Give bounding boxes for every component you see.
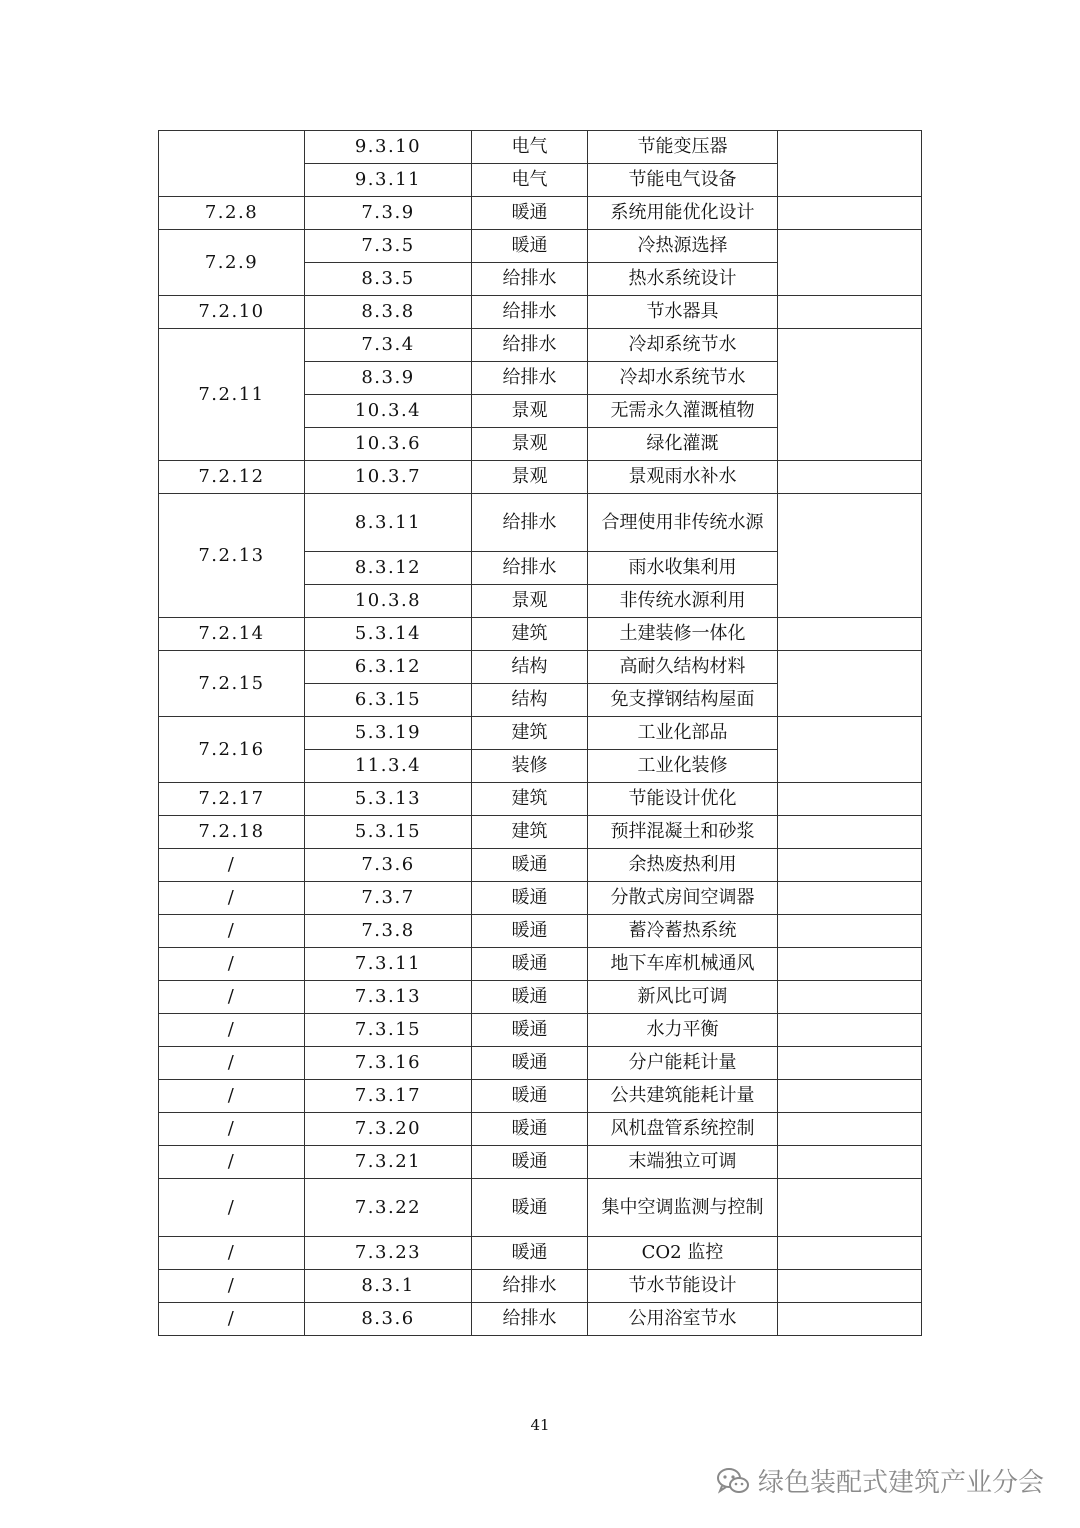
notes-cell	[778, 717, 922, 783]
discipline-cell: 给排水	[472, 362, 588, 395]
item-cell: 集中空调监测与控制	[588, 1179, 778, 1237]
discipline-cell: 暖通	[472, 1179, 588, 1237]
clause-cell: 7.3.8	[305, 915, 472, 948]
discipline-cell: 建筑	[472, 783, 588, 816]
table-row	[159, 1303, 922, 1336]
discipline-cell: 暖通	[472, 1237, 588, 1270]
item-cell: 风机盘管系统控制	[588, 1113, 778, 1146]
item-cell: 节能设计优化	[588, 783, 778, 816]
table-row	[159, 1237, 922, 1270]
notes-cell	[778, 296, 922, 329]
reference-clause-cell: /	[159, 1146, 305, 1179]
notes-cell	[778, 461, 922, 494]
table-row	[159, 461, 922, 494]
notes-cell	[778, 494, 922, 618]
clause-cell: 10.3.7	[305, 461, 472, 494]
reference-clause-cell: 7.2.18	[159, 816, 305, 849]
reference-clause-cell: /	[159, 1270, 305, 1303]
discipline-cell: 景观	[472, 461, 588, 494]
table-row	[159, 948, 922, 981]
discipline-cell: 景观	[472, 585, 588, 618]
notes-cell	[778, 915, 922, 948]
discipline-cell: 暖通	[472, 1146, 588, 1179]
table-row	[159, 618, 922, 651]
notes-cell	[778, 197, 922, 230]
discipline-cell: 给排水	[472, 494, 588, 552]
clause-cell: 7.3.9	[305, 197, 472, 230]
discipline-cell: 景观	[472, 395, 588, 428]
table-row	[159, 816, 922, 849]
clause-cell: 5.3.14	[305, 618, 472, 651]
notes-cell	[778, 783, 922, 816]
discipline-cell: 给排水	[472, 1270, 588, 1303]
reference-clause-cell: 7.2.14	[159, 618, 305, 651]
table-row	[159, 1146, 922, 1179]
discipline-cell: 暖通	[472, 849, 588, 882]
discipline-cell: 结构	[472, 651, 588, 684]
clause-cell: 7.3.20	[305, 1113, 472, 1146]
notes-cell	[778, 1303, 922, 1336]
discipline-cell: 电气	[472, 164, 588, 197]
item-cell: 土建装修一体化	[588, 618, 778, 651]
item-cell: 雨水收集利用	[588, 552, 778, 585]
item-cell: 节水器具	[588, 296, 778, 329]
clause-cell: 11.3.4	[305, 750, 472, 783]
table-row	[159, 717, 922, 750]
reference-clause-cell: 7.2.11	[159, 329, 305, 461]
notes-cell	[778, 329, 922, 461]
discipline-cell: 给排水	[472, 1303, 588, 1336]
clause-cell: 10.3.6	[305, 428, 472, 461]
clause-cell: 7.3.5	[305, 230, 472, 263]
clause-cell: 7.3.17	[305, 1080, 472, 1113]
table-row	[159, 1113, 922, 1146]
discipline-cell: 暖通	[472, 948, 588, 981]
clause-cell: 8.3.11	[305, 494, 472, 552]
item-cell: 蓄冷蓄热系统	[588, 915, 778, 948]
table-row	[159, 1014, 922, 1047]
notes-cell	[778, 1179, 922, 1237]
reference-clause-cell: /	[159, 1113, 305, 1146]
item-cell: 分户能耗计量	[588, 1047, 778, 1080]
reference-clause-cell	[159, 131, 305, 197]
clause-cell: 7.3.6	[305, 849, 472, 882]
clause-cell: 5.3.19	[305, 717, 472, 750]
table-row	[159, 1080, 922, 1113]
item-cell: 新风比可调	[588, 981, 778, 1014]
item-cell: CO2 监控	[588, 1237, 778, 1270]
notes-cell	[778, 816, 922, 849]
discipline-cell: 暖通	[472, 1047, 588, 1080]
table-row	[159, 494, 922, 552]
clause-cell: 7.3.4	[305, 329, 472, 362]
discipline-cell: 暖通	[472, 1080, 588, 1113]
clause-cell: 7.3.21	[305, 1146, 472, 1179]
item-cell: 系统用能优化设计	[588, 197, 778, 230]
table-row	[159, 197, 922, 230]
reference-clause-cell: 7.2.17	[159, 783, 305, 816]
discipline-cell: 暖通	[472, 882, 588, 915]
clause-cell: 7.3.23	[305, 1237, 472, 1270]
item-cell: 冷却系统节水	[588, 329, 778, 362]
notes-cell	[778, 651, 922, 717]
item-cell: 节能电气设备	[588, 164, 778, 197]
wechat-icon	[716, 1466, 750, 1496]
clause-cell: 5.3.13	[305, 783, 472, 816]
clause-cell: 8.3.1	[305, 1270, 472, 1303]
clause-cell: 7.3.7	[305, 882, 472, 915]
table-row	[159, 1270, 922, 1303]
notes-cell	[778, 948, 922, 981]
page-number: 41	[530, 1416, 550, 1434]
clause-cell: 9.3.11	[305, 164, 472, 197]
reference-clause-cell: 7.2.9	[159, 230, 305, 296]
reference-clause-cell: /	[159, 882, 305, 915]
clause-cell: 8.3.9	[305, 362, 472, 395]
notes-cell	[778, 230, 922, 296]
item-cell: 工业化部品	[588, 717, 778, 750]
table-row	[159, 329, 922, 362]
clause-cell: 10.3.4	[305, 395, 472, 428]
item-cell: 热水系统设计	[588, 263, 778, 296]
item-cell: 高耐久结构材料	[588, 651, 778, 684]
standards-table	[158, 130, 922, 1336]
notes-cell	[778, 981, 922, 1014]
table-row	[159, 915, 922, 948]
table-row	[159, 1047, 922, 1080]
item-cell: 余热废热利用	[588, 849, 778, 882]
item-cell: 分散式房间空调器	[588, 882, 778, 915]
clause-cell: 5.3.15	[305, 816, 472, 849]
item-cell: 节水节能设计	[588, 1270, 778, 1303]
notes-cell	[778, 131, 922, 197]
item-cell: 冷却水系统节水	[588, 362, 778, 395]
item-cell: 地下车库机械通风	[588, 948, 778, 981]
discipline-cell: 暖通	[472, 197, 588, 230]
reference-clause-cell: 7.2.13	[159, 494, 305, 618]
table-row	[159, 651, 922, 684]
discipline-cell: 暖通	[472, 981, 588, 1014]
item-cell: 冷热源选择	[588, 230, 778, 263]
clause-cell: 6.3.12	[305, 651, 472, 684]
notes-cell	[778, 1237, 922, 1270]
item-cell: 节能变压器	[588, 131, 778, 164]
discipline-cell: 建筑	[472, 717, 588, 750]
clause-cell: 7.3.15	[305, 1014, 472, 1047]
item-cell: 景观雨水补水	[588, 461, 778, 494]
table-row	[159, 230, 922, 263]
item-cell: 绿化灌溉	[588, 428, 778, 461]
discipline-cell: 电气	[472, 131, 588, 164]
watermark-text: 绿色装配式建筑产业分会	[757, 1468, 1044, 1498]
table-row	[159, 783, 922, 816]
reference-clause-cell: 7.2.10	[159, 296, 305, 329]
table-row	[159, 131, 922, 164]
clause-cell: 8.3.8	[305, 296, 472, 329]
discipline-cell: 暖通	[472, 915, 588, 948]
reference-clause-cell: /	[159, 1303, 305, 1336]
clause-cell: 9.3.10	[305, 131, 472, 164]
discipline-cell: 给排水	[472, 296, 588, 329]
table-body	[159, 131, 922, 1336]
reference-clause-cell: /	[159, 849, 305, 882]
notes-cell	[778, 849, 922, 882]
clause-cell: 6.3.15	[305, 684, 472, 717]
discipline-cell: 暖通	[472, 230, 588, 263]
item-cell: 水力平衡	[588, 1014, 778, 1047]
reference-clause-cell: /	[159, 948, 305, 981]
table-row	[159, 882, 922, 915]
notes-cell	[778, 618, 922, 651]
notes-cell	[778, 1146, 922, 1179]
discipline-cell: 建筑	[472, 618, 588, 651]
clause-cell: 7.3.11	[305, 948, 472, 981]
item-cell: 非传统水源利用	[588, 585, 778, 618]
clause-cell: 8.3.6	[305, 1303, 472, 1336]
table-row	[159, 296, 922, 329]
item-cell: 免支撑钢结构屋面	[588, 684, 778, 717]
clause-cell: 8.3.5	[305, 263, 472, 296]
clause-cell: 7.3.16	[305, 1047, 472, 1080]
clause-cell: 7.3.22	[305, 1179, 472, 1237]
reference-clause-cell: /	[159, 1237, 305, 1270]
item-cell: 公共建筑能耗计量	[588, 1080, 778, 1113]
item-cell: 公用浴室节水	[588, 1303, 778, 1336]
item-cell: 合理使用非传统水源	[588, 494, 778, 552]
discipline-cell: 装修	[472, 750, 588, 783]
reference-clause-cell: 7.2.8	[159, 197, 305, 230]
reference-clause-cell: /	[159, 1080, 305, 1113]
discipline-cell: 景观	[472, 428, 588, 461]
notes-cell	[778, 1080, 922, 1113]
clause-cell: 8.3.12	[305, 552, 472, 585]
table-row	[159, 981, 922, 1014]
discipline-cell: 给排水	[472, 329, 588, 362]
reference-clause-cell: 7.2.16	[159, 717, 305, 783]
clause-cell: 7.3.13	[305, 981, 472, 1014]
item-cell: 工业化装修	[588, 750, 778, 783]
reference-clause-cell: /	[159, 1179, 305, 1237]
notes-cell	[778, 1047, 922, 1080]
reference-clause-cell: 7.2.12	[159, 461, 305, 494]
clause-cell: 10.3.8	[305, 585, 472, 618]
watermark	[716, 1462, 1044, 1499]
discipline-cell: 暖通	[472, 1014, 588, 1047]
table-row	[159, 849, 922, 882]
item-cell: 无需永久灌溉植物	[588, 395, 778, 428]
item-cell: 末端独立可调	[588, 1146, 778, 1179]
notes-cell	[778, 1014, 922, 1047]
reference-clause-cell: /	[159, 981, 305, 1014]
reference-clause-cell: /	[159, 1047, 305, 1080]
discipline-cell: 暖通	[472, 1113, 588, 1146]
reference-clause-cell: 7.2.15	[159, 651, 305, 717]
discipline-cell: 给排水	[472, 552, 588, 585]
discipline-cell: 结构	[472, 684, 588, 717]
discipline-cell: 建筑	[472, 816, 588, 849]
reference-clause-cell: /	[159, 915, 305, 948]
item-cell: 预拌混凝土和砂浆	[588, 816, 778, 849]
reference-clause-cell: /	[159, 1014, 305, 1047]
notes-cell	[778, 882, 922, 915]
notes-cell	[778, 1113, 922, 1146]
table-row	[159, 1179, 922, 1237]
notes-cell	[778, 1270, 922, 1303]
discipline-cell: 给排水	[472, 263, 588, 296]
